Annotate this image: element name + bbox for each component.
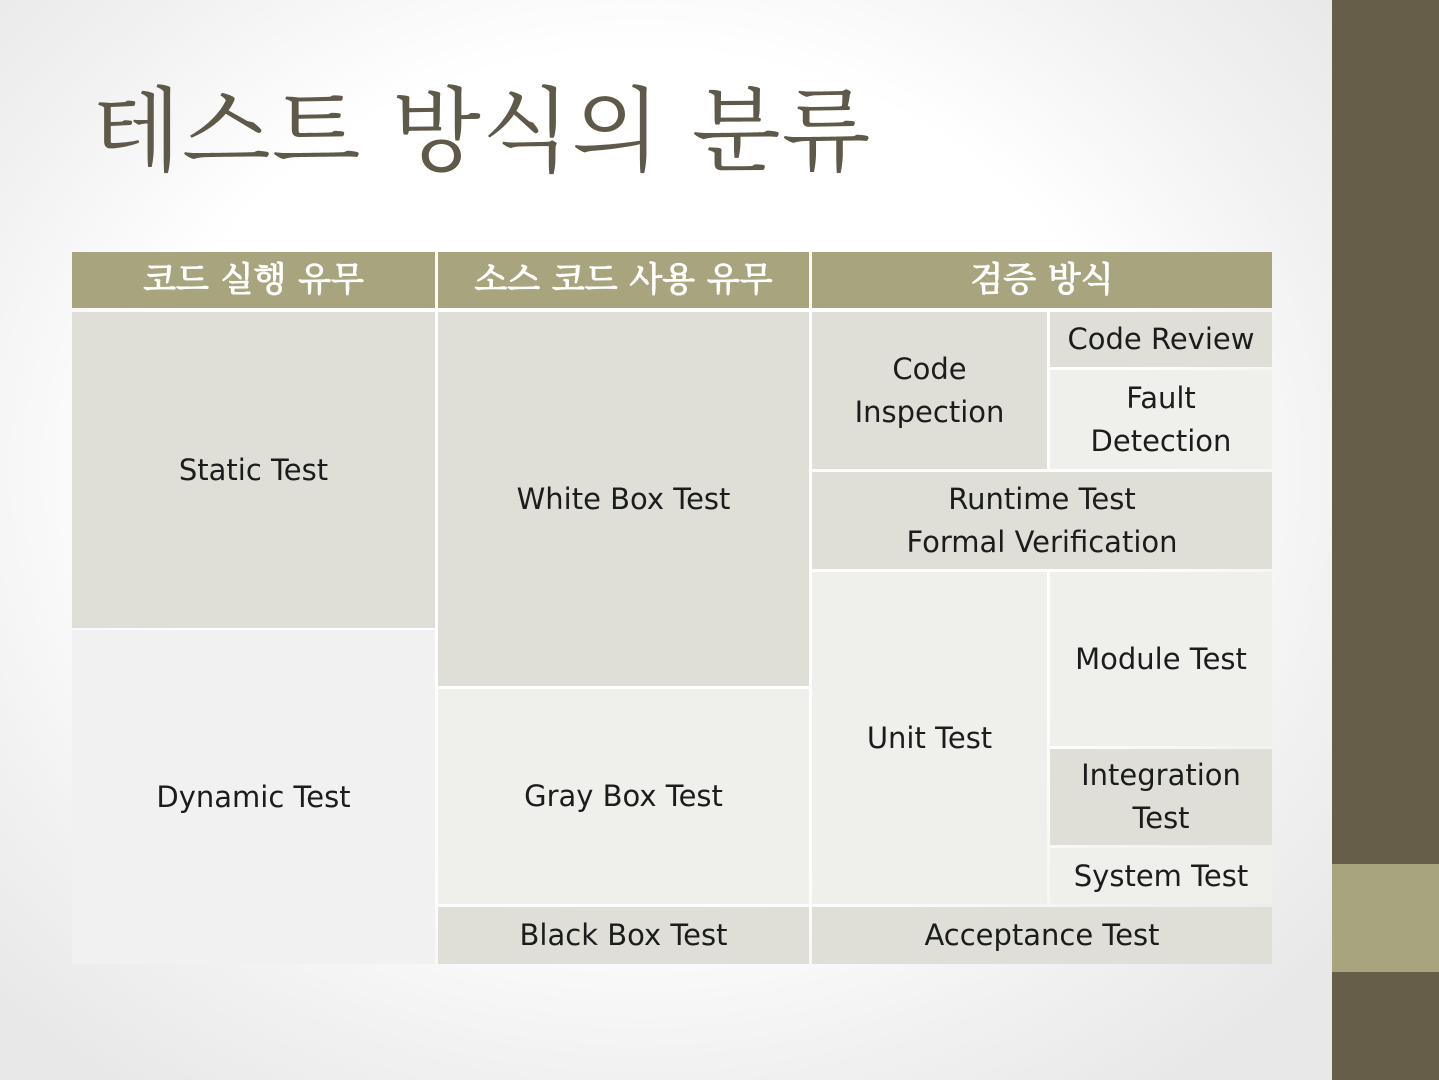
classification-table (72, 252, 1272, 964)
cell-fault-detection: Fault Detection (1050, 370, 1272, 469)
cell-system-test: System Test (1050, 848, 1272, 904)
header-source-code-usage: 소스 코드 사용 유무 (438, 252, 809, 308)
cell-module-test: Module Test (1050, 572, 1272, 746)
cell-runtime-formal-verification: Runtime Test Formal Verification (812, 472, 1272, 569)
header-code-execution: 코드 실행 유무 (72, 252, 435, 308)
cell-code-inspection: Code Inspection (812, 312, 1047, 469)
cell-dynamic-test: Dynamic Test (72, 630, 435, 964)
header-verification-method: 검증 방식 (812, 252, 1272, 308)
cell-gray-box-test: Gray Box Test (438, 689, 809, 904)
cell-unit-test: Unit Test (812, 572, 1047, 904)
cell-static-test: Static Test (72, 312, 435, 628)
cell-black-box-test: Black Box Test (438, 907, 809, 964)
side-decoration-accent (1332, 864, 1439, 972)
slide-title: 테스트 방식의 분류 (92, 78, 872, 185)
cell-white-box-test: White Box Test (438, 312, 809, 686)
cell-integration-test: Integration Test (1050, 749, 1272, 845)
cell-code-review: Code Review (1050, 312, 1272, 367)
cell-acceptance-test: Acceptance Test (812, 907, 1272, 964)
